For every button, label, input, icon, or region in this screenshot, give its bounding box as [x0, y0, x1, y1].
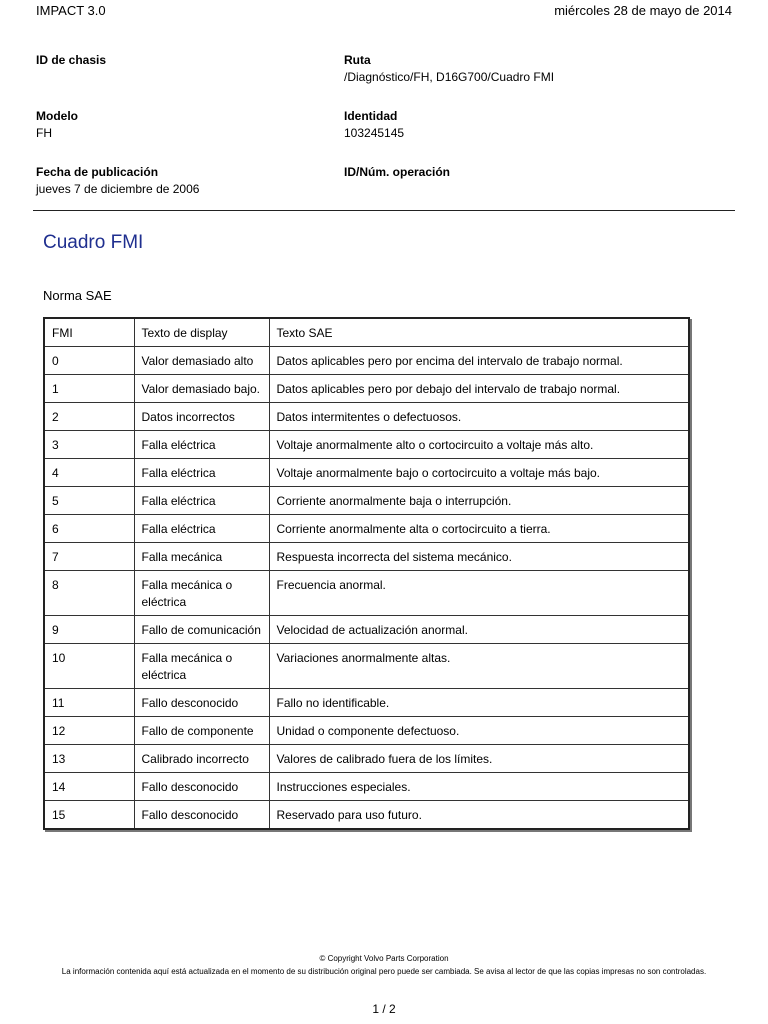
page-title: Cuadro FMI [43, 232, 144, 253]
table-row [44, 571, 689, 616]
table-row [44, 459, 689, 487]
display-text-cell: Falla mecánica o eléctrica [134, 644, 269, 689]
table-row [44, 347, 689, 375]
page-number: 1 / 2 [372, 1002, 396, 1016]
display-text-cell: Falla eléctrica [134, 515, 269, 543]
table-row [44, 689, 689, 717]
fmi-code-cell: 11 [44, 689, 134, 717]
display-text-cell: Fallo desconocido [134, 801, 269, 830]
route-value: /Diagnóstico/FH, D16G700/Cuadro FMI [344, 70, 555, 84]
table-row [44, 801, 689, 830]
display-text-cell: Falla eléctrica [134, 487, 269, 515]
print-date: miércoles 28 de mayo de 2014 [554, 3, 732, 18]
fmi-code-cell: 2 [44, 403, 134, 431]
sae-text-cell: Datos intermitentes o defectuosos. [269, 403, 689, 431]
display-text-cell: Valor demasiado bajo. [134, 375, 269, 403]
display-text-cell: Calibrado incorrecto [134, 745, 269, 773]
sae-text-cell: Voltaje anormalmente bajo o cortocircuito a voltaje más bajo. [269, 459, 689, 487]
table-row [44, 375, 689, 403]
sae-text-cell: Fallo no identificable. [269, 689, 689, 717]
fmi-code-cell: 3 [44, 431, 134, 459]
sae-text-cell: Datos aplicables pero por encima del intervalo de trabajo normal. [269, 347, 689, 375]
publication-date-value: jueves 7 de diciembre de 2006 [36, 182, 200, 196]
column-header-sae-text: Texto SAE [269, 318, 689, 347]
sae-text-cell: Respuesta incorrecta del sistema mecánico. [269, 543, 689, 571]
fmi-code-cell: 0 [44, 347, 134, 375]
display-text-cell: Fallo de comunicación [134, 616, 269, 644]
sae-text-cell: Datos aplicables pero por debajo del intervalo de trabajo normal. [269, 375, 689, 403]
display-text-cell: Falla mecánica o eléctrica [134, 571, 269, 616]
table-row [44, 403, 689, 431]
chassis-id-label: ID de chasis [36, 53, 107, 67]
display-text-cell: Fallo desconocido [134, 689, 269, 717]
fmi-code-cell: 13 [44, 745, 134, 773]
publication-date-label: Fecha de publicación [36, 165, 159, 179]
fmi-code-cell: 9 [44, 616, 134, 644]
sae-text-cell: Reservado para uso futuro. [269, 801, 689, 830]
sae-text-cell: Velocidad de actualización anormal. [269, 616, 689, 644]
fmi-code-cell: 6 [44, 515, 134, 543]
fmi-code-cell: 12 [44, 717, 134, 745]
display-text-cell: Falla eléctrica [134, 431, 269, 459]
sae-text-cell: Variaciones anormalmente altas. [269, 644, 689, 689]
table-row [44, 616, 689, 644]
identity-value: 103245145 [344, 126, 405, 140]
display-text-cell: Falla mecánica [134, 543, 269, 571]
display-text-cell: Valor demasiado alto [134, 347, 269, 375]
display-text-cell: Fallo de componente [134, 717, 269, 745]
sae-text-cell: Voltaje anormalmente alto o cortocircuito a voltaje más alto. [269, 431, 689, 459]
fmi-code-cell: 14 [44, 773, 134, 801]
column-header-fmi: FMI [44, 318, 134, 347]
table-row [44, 543, 689, 571]
operation-id-label: ID/Núm. operación [344, 165, 451, 179]
table-row [44, 515, 689, 543]
footer-copyright: © Copyright Volvo Parts Corporation [319, 954, 449, 963]
fmi-code-cell: 7 [44, 543, 134, 571]
display-text-cell: Datos incorrectos [134, 403, 269, 431]
fmi-code-cell: 1 [44, 375, 134, 403]
sae-text-cell: Unidad o componente defectuoso. [269, 717, 689, 745]
identity-label: Identidad [344, 109, 398, 123]
table-row [44, 431, 689, 459]
display-text-cell: Fallo desconocido [134, 773, 269, 801]
fmi-code-cell: 10 [44, 644, 134, 689]
table-row [44, 487, 689, 515]
fmi-code-cell: 5 [44, 487, 134, 515]
footer-notice: La información contenida aquí está actualizada en el momento de su distribución original pero puede ser cambiada. Se avisa al lector de que las copias impresas no son controladas. [61, 967, 707, 976]
header-divider [33, 210, 735, 211]
section-label: Norma SAE [43, 288, 112, 303]
fmi-table [43, 317, 690, 830]
sae-text-cell: Corriente anormalmente baja o interrupción. [269, 487, 689, 515]
column-header-display-text: Texto de display [134, 318, 269, 347]
sae-text-cell: Valores de calibrado fuera de los límites. [269, 745, 689, 773]
fmi-code-cell: 4 [44, 459, 134, 487]
table-row [44, 773, 689, 801]
table-row [44, 717, 689, 745]
sae-text-cell: Instrucciones especiales. [269, 773, 689, 801]
sae-text-cell: Frecuencia anormal. [269, 571, 689, 616]
app-title: IMPACT 3.0 [36, 3, 106, 18]
fmi-code-cell: 8 [44, 571, 134, 616]
table-header-row [44, 318, 689, 347]
table-row [44, 745, 689, 773]
table-row [44, 644, 689, 689]
display-text-cell: Falla eléctrica [134, 459, 269, 487]
route-label: Ruta [344, 53, 371, 67]
fmi-code-cell: 15 [44, 801, 134, 830]
sae-text-cell: Corriente anormalmente alta o cortocircuito a tierra. [269, 515, 689, 543]
model-value: FH [36, 126, 52, 140]
model-label: Modelo [36, 109, 78, 123]
